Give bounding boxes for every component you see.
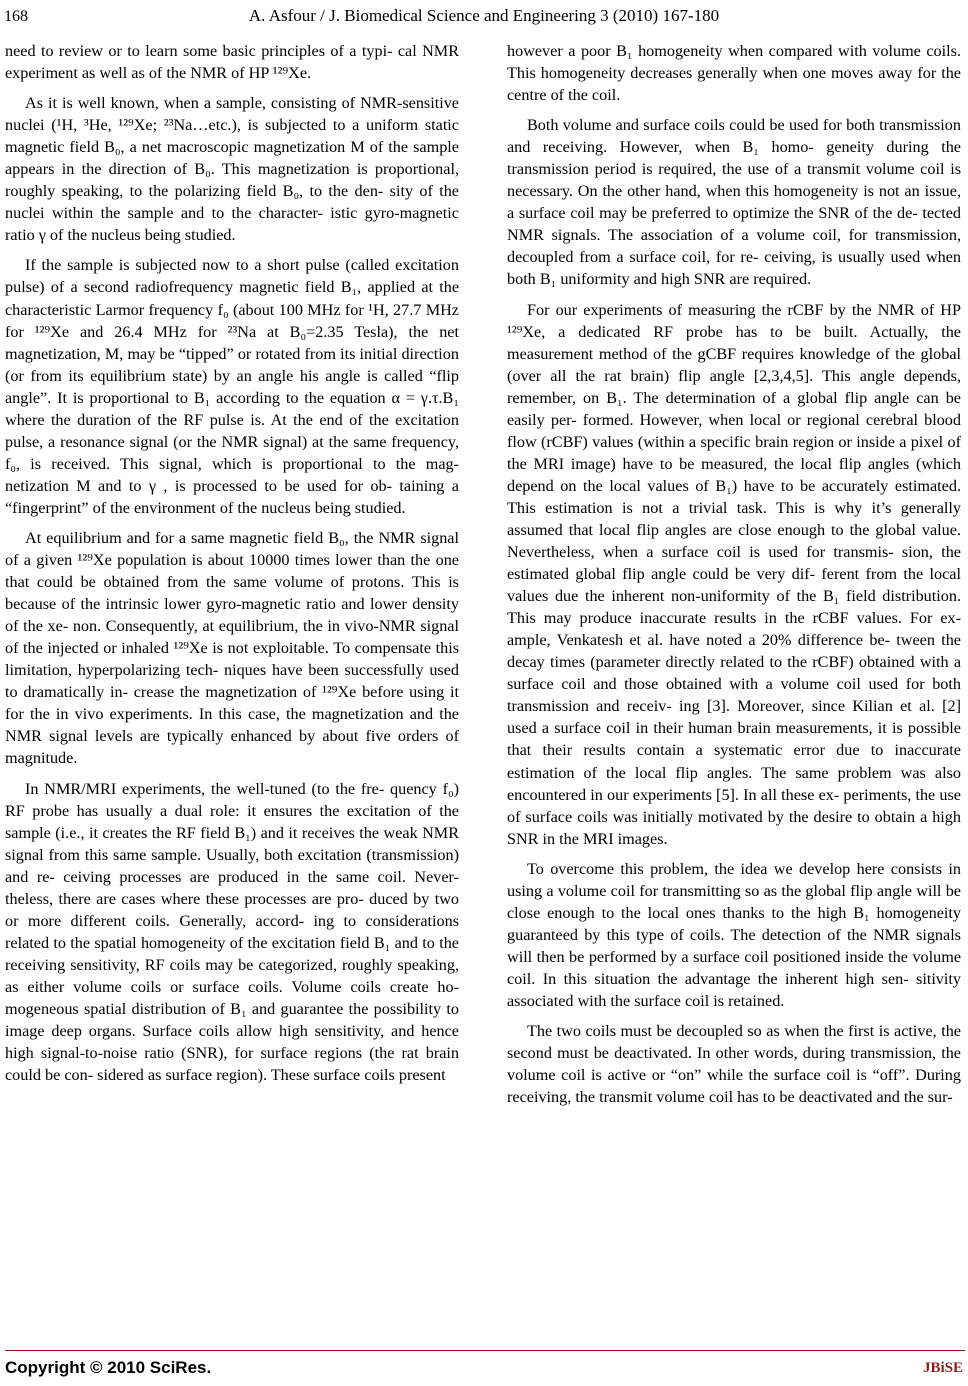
right-paragraph-3: For our experiments of measuring the rCBF by the NMR of HP ¹²⁹Xe, a dedicated RF probe has to be built. Actually, the measurement method of the gCBF requires knowledge of the global (over all the rat brain) flip angle [2,3,4,5]. This angle depends, remember, on B₁. The determination of a global flip angle can be easily per- formed. However, when local or regional cerebral blood flow (rCBF) values (within a specific brain region or inside a pixel of the MRI image) have to be measured, the local flip angles (which depend on the local values of B₁) have to be accurately estimated. This estimation is not a trivial task. This is why it’s generally assumed that local flip angles are close enough to the global value. Nevertheless, when a surface coil is used for transmis- sion, the estimated global flip angle could be very dif- ferent from the local values due the inherent non-uniformity of the B₁ field distribution. This may produce inaccurate results in the rCBF values. For ex- ample, Venkatesh et al. have noted a 20% difference be- tween the decay times (parameter directly related to the rCBF) obtained with a surface coil and those obtained with a volume coil used for both transmission and receiv- ing [3]. Moreover, since Kilian et al. [2] used a surface coil in their human brain measurements, it is possible that their results contain a systematic error due to inaccurate estimation of the local flip angles. The same problem was also encountered in our experiments [5]. In all these ex- periments, the use of surface coils was initially motivated by the desire to obtain a high SNR in the MRI images. [507, 300, 961, 848]
left-paragraph-1: need to review or to learn some basic principles of a typi- cal NMR experiment as well as of the NMR of HP ¹²⁹Xe. [5, 42, 459, 83]
left-paragraph-2: As it is well known, when a sample, consisting of NMR-sensitive nuclei (¹H, ³He, ¹²⁹Xe; ²³Na…etc.), is subjected to a uniform static magnetic field B₀, a net macroscopic magnetization M of the sample appears in the direction of B₀. This magnetization is proportional, roughly speaking, to the polarizing field B₀, to the den- sity of the nuclei within the sample and to the character- istic gyro-magnetic ratio γ of the nucleus being studied. [5, 94, 459, 245]
left-paragraph-5: In NMR/MRI experiments, the well-tuned (to the fre- quency f₀) RF probe has usually a dual role: it ensures the excitation of the sample (i.e., it creates the RF field B₁) and it receives the weak NMR signal from this same sample. Usually, both excitation (transmission) and re- ceiving processes are produced in the same coil. Never- theless, there are cases where these processes are pro- duced by two or more different coils. Generally, accord- ing to considerations related to the spatial homogeneity of the excitation field B₁ and to the receiving sensitivity, RF coils may be categorized, roughly speaking, as either volume coils or surface coils. Volume coils create ho- mogeneous spatial distribution of B₁ and guarantee the possibility to image deep organs. Surface coils allow high sensitivity, and hence high signal-to-noise ratio (SNR), for surface regions (the rat brain could be con- sidered as surface region). These surface coils present [5, 779, 459, 1085]
left-column [5, 40, 459, 1094]
copyright-notice: Copyright © 2010 SciRes. [5, 1358, 212, 1377]
right-paragraph-2: Both volume and surface coils could be used for both transmission and receiving. However, when B₁ homo- geneity during the transmission period is required, the use of a transmit volume coil is necessary. On the other hand, when this homogeneity is not an issue, a surface coil may be preferred to optimize the SNR of the de- tected NMR signals. The association of a volume coil, for transmission, decoupled from a surface coil, for re- ceiving, is usually used when both B₁ uniformity and high SNR are required. [507, 116, 961, 289]
left-paragraph-3: If the sample is subjected now to a short pulse (called excitation pulse) of a second radiofrequency magnetic field B₁, applied at the characteristic Larmor frequency f₀ (about 100 MHz for ¹H, 27.7 MHz for ¹²⁹Xe and 26.4 MHz for ²³Na at B₀=2.35 Tesla), the net magnetization, M, may be “tipped” or rotated from its initial direction (or from its equilibrium state) by an angle his angle is called “flip angle”. It is proportional to B₁ according to the equation α = γ.τ.B₁ where the duration of the RF pulse is. At the end of the excitation pulse, a resonance signal (or the NMR signal) at the same frequency, f₀, is received. This signal, which is proportional to the mag- netization M and to γ , is processed to be used for ob- taining a “fingerprint” of the environment of the nucleus being studied. [5, 256, 459, 517]
footer-divider [5, 1350, 965, 1351]
running-title: A. Asfour / J. Biomedical Science and Engineering 3 (2010) 167-180 [248, 6, 720, 25]
left-paragraph-4: At equilibrium and for a same magnetic field B₀, the NMR signal of a given ¹²⁹Xe population is about 10000 times lower than the one that could be obtained from the same volume of protons. This is because of the intrinsic lower gyro-magnetic ratio and lower density of the xe- non. Consequently, at equilibrium, the in vivo-NMR signal of the injected or inhaled ¹²⁹Xe is not exploitable. To compensate this limitation, hyperpolarizing tech- niques have been successfully used to dramatically in- crease the magnetization of ¹²⁹Xe before using it for the in vivo experiments. In this case, the magnetization and the NMR signal levels are typically enhanced by about five orders of magnitude. [5, 528, 459, 768]
right-paragraph-1: however a poor B₁ homogeneity when compared with volume coils. This homogeneity decreases generally when one moves away for the centre of the coil. [507, 42, 961, 105]
journal-abbreviation: JBiSE [922, 1360, 963, 1376]
page-number: 168 [4, 8, 28, 25]
right-paragraph-4: To overcome this problem, the idea we develop here consists in using a volume coil for transmitting so as the global flip angle will be close enough to the local ones thanks to the high B₁ homogeneity guaranteed by this type of coils. The detection of the NMR signals will then be performed by a surface coil positioned inside the volume coil. In this situation the advantage the inherent high sen- sitivity associated with the surface coil is retained. [507, 859, 961, 1010]
right-paragraph-5: The two coils must be decoupled so as when the first is active, the second must be deactivated. In other words, during transmission, the volume coil is active or “on” while the surface coil is “off”. During receiving, the transmit volume coil has to be deactivated and the sur- [507, 1022, 961, 1107]
right-column [507, 40, 961, 1116]
